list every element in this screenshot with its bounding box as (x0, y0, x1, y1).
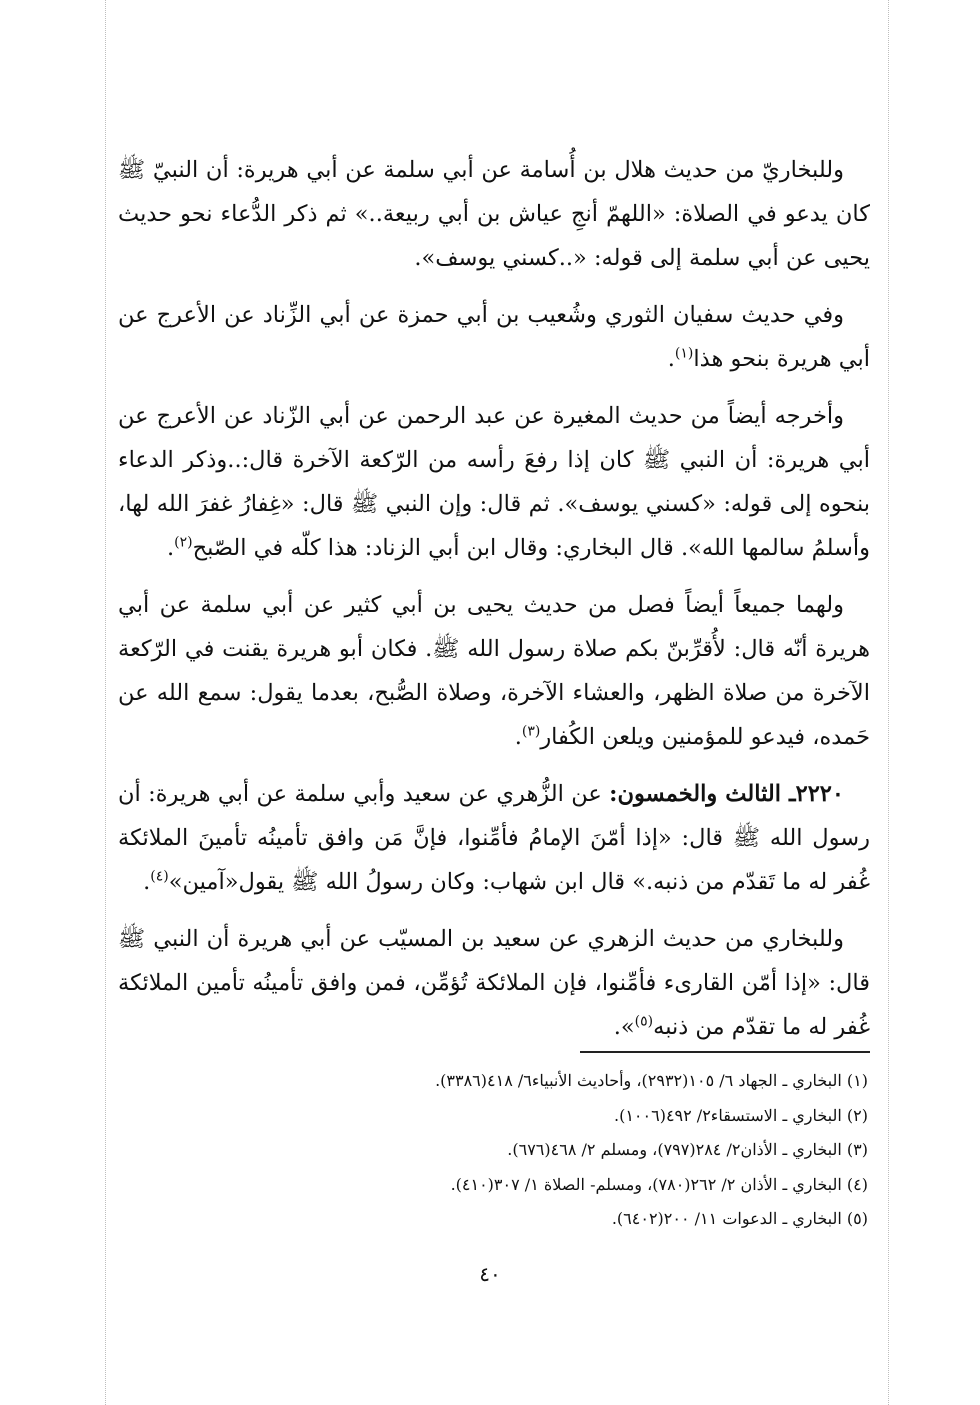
footnote-3: (٣) البخاري ـ الأذان٢/ ٢٨٤(٧٩٧)، ومسلم ٢/ ٤٦٨(٦٧٦). (507, 1140, 868, 1159)
paragraph-text: وأخرجه أيضاً من حديث المغيرة عن عبد الرحمن عن أبي الزّناد عن الأعرج عن أبي هريرة: أن النبي ﷺ كان إذا رفعَ رأسه من الرّكعة الآخرة قال:..وذكر الدعاء بنحوه إلى قوله: «كسني يوسف». ثم قال: وإن النبي ﷺ قال: «غِفارُ غفرَ الله لها، وأسلمُ سالمها الله». قال البخاري: وقال ابن أبي الزناد: هذا كلّه في الصّبح (118, 403, 870, 561)
paragraph-text: عن الزُّهري عن سعيد وأبي سلمة عن أبي هريرة: أن رسول الله ﷺ قال: «إذا أمّنَ الإمامُ فأمِّنوا، فإنَّ مَن وافق تأمينُه تأمينَ الملائكة غُفر له ما تَقدّم من ذنبه.» قال ابن شهاب: وكان رسولُ الله ﷺ يقول«آمين» (118, 781, 870, 895)
paragraph-end: . (166, 535, 175, 561)
footnote-ref: (٤) (150, 868, 169, 885)
paragraph-text: وللبخاريّ من حديث هلال بن أُسامة عن أبي سلمة عن أبي هريرة: أن النبيّ ﷺ كان يدعو في الصلاة: «اللهمّ أنجِ عياش بن أبي ربيعة..» ثم ذكر الدُّعاء نحو حديث يحيى عن أبي سلمة إلى قوله: «..كسني يوسف». (118, 157, 870, 271)
paragraph-6 (118, 917, 870, 1049)
page-body (118, 148, 870, 1062)
footnote-4: (٤) البخاري ـ الأذان ٢/ ٢٦٢(٧٨٠)، ومسلم- الصلاة ١/ ٣٠٧(٤١٠). (450, 1174, 868, 1194)
paragraph-end: . (143, 869, 151, 895)
footnote-ref: (١) (674, 345, 694, 362)
paragraph-5 (118, 772, 870, 904)
footnote-ref: (٥) (634, 1013, 654, 1030)
footnote-ref: (٢) (174, 534, 193, 551)
paragraph-text: وفي حديث سفيان الثوري وشُعيب بن أبي حمزة عن أبي الزِّناد عن الأعرج عن أبي هريرة بنحو هذا (118, 302, 870, 372)
paragraph-3 (118, 394, 870, 570)
paragraph-text: وللبخاري من حديث الزهري عن سعيد بن المسيّب عن أبي هريرة أن النبي ﷺ قال: «إذا أمّن القارىء فأمِّنوا، فإن الملائكة تُؤمِّن، فمن وافق تأمينُه تأمين الملائكة غُفر له ما تقدّم من ذنبه (118, 926, 870, 1040)
footnote-divider (580, 1051, 870, 1053)
scan-guide-left (105, 0, 106, 1405)
hadith-heading: ٢٢٢٠ـ الثالث والخمسون: (609, 781, 844, 807)
paragraph-4 (118, 583, 870, 759)
footnotes (300, 1064, 868, 1237)
footnote-5: (٥) البخاري ـ الدعوات ١١/ ٢٠٠(٦٤٠٢). (611, 1209, 868, 1228)
footnote-2: (٢) البخاري ـ الاستسقاء٢/ ٤٩٢(١٠٠٦). (613, 1105, 868, 1125)
page-number: ٤٠ (479, 1262, 501, 1286)
paragraph-end: . (667, 346, 675, 372)
footnote-1: (١) البخاري ـ الجهاد ٦/ ١٠٥(٢٩٣٢)، وأحاديث الأنبياء٦/ ٤١٨(٣٣٨٦). (435, 1071, 868, 1090)
paragraph-text: ولهما جميعاً أيضاً فصل من حديث يحيى بن أبي كثير عن أبي سلمة عن أبي هريرة أنّه قال: لأُقرِّبنّ بكم صلاة رسول الله ﷺ. فكان أبو هريرة يقنت في الرّكعة الآخرة من صلاة الظهر، والعشاء الآخرة، وصلاة الصُّبح، بعدما يقول: سمع الله عن حَمده، فيدعو للمؤمنين ويلعن الكُفار (118, 592, 870, 750)
footnote-ref: (٣) (521, 723, 541, 740)
scan-guide-right (888, 0, 889, 1405)
paragraph-end: ». (613, 1014, 635, 1040)
paragraph-end: . (514, 724, 522, 750)
paragraph-1 (118, 148, 870, 280)
paragraph-2 (118, 293, 870, 381)
